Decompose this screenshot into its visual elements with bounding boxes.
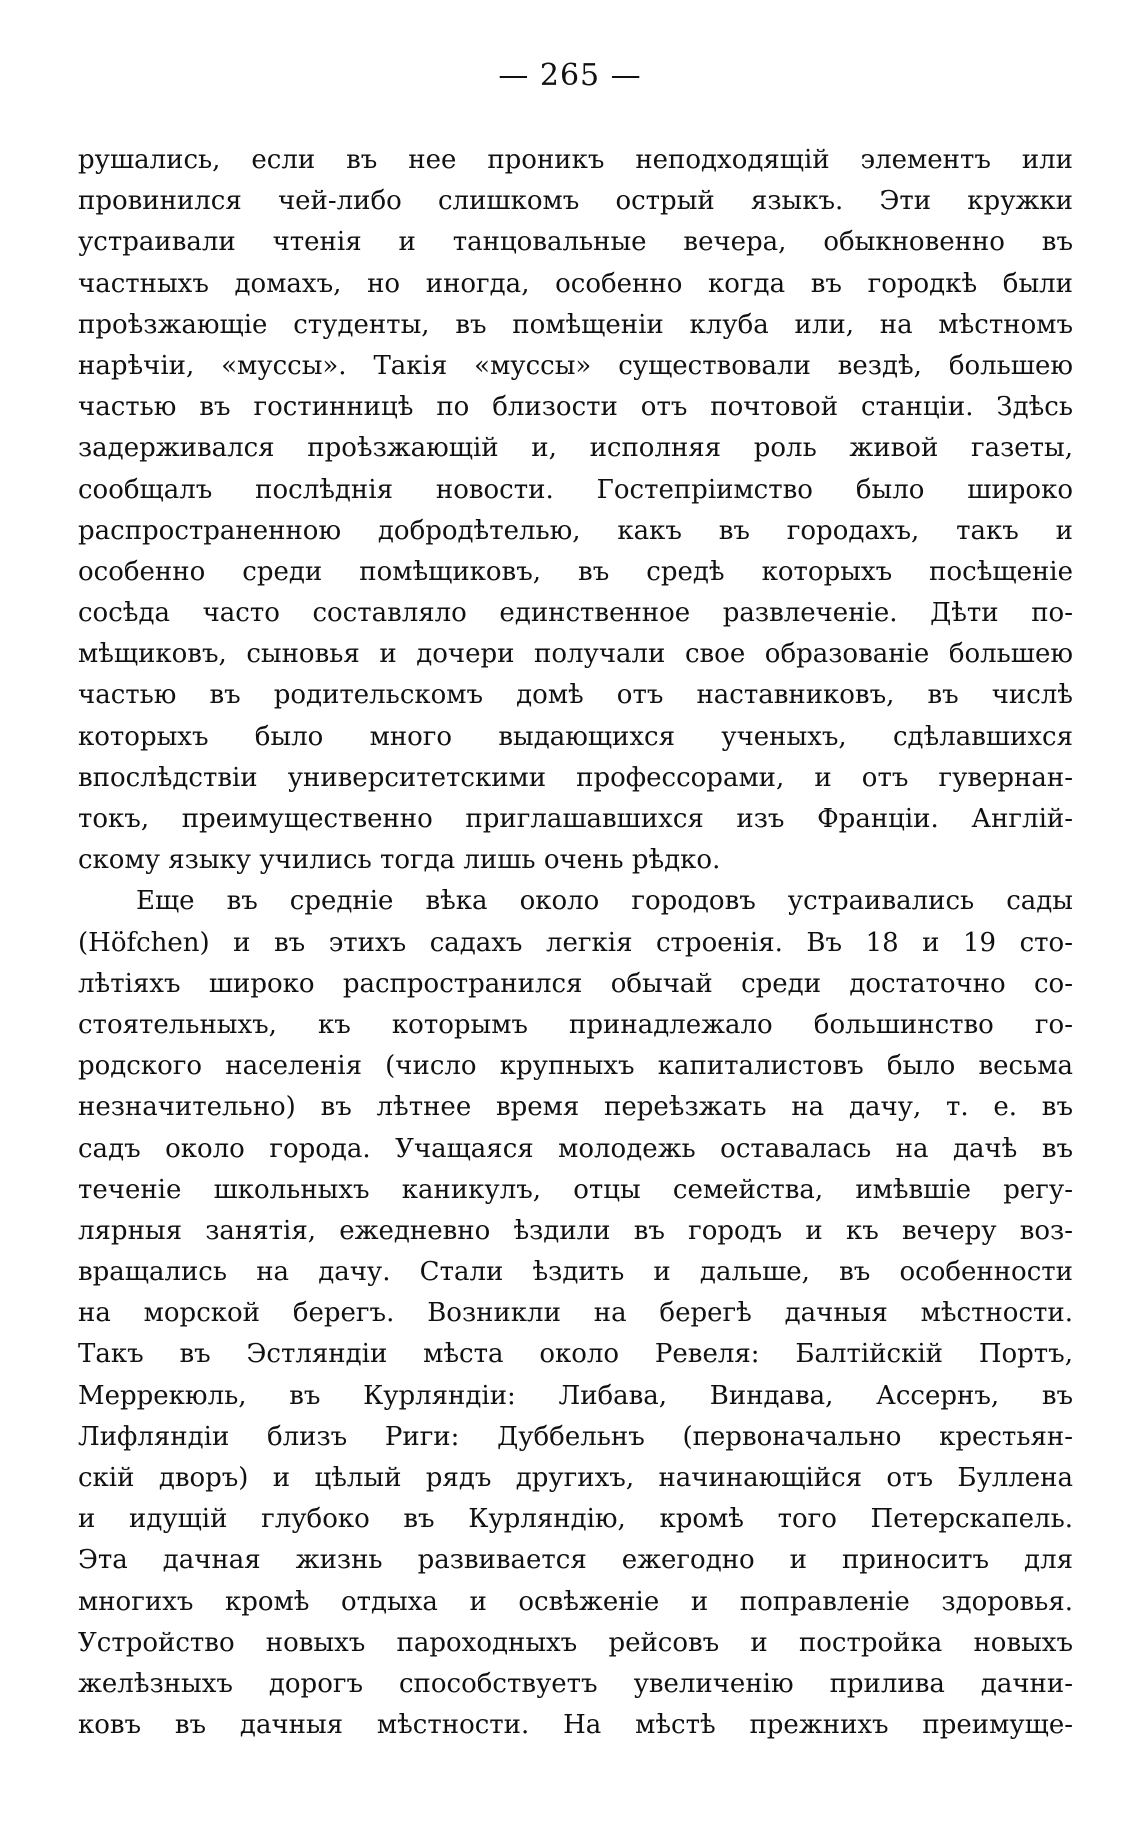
text-line: устраивали чтенія и танцовальные вечера, обыкновенно въ [78,227,1073,258]
text-line: скому языку учились тогда лишь очень рѣдко. [78,845,721,876]
text-line: задерживался проѣзжающій и, исполняя роль живой газеты, [78,433,1073,464]
text-line: (Höfchen) и въ этихъ садахъ легкія строенія. Въ 18 и 19 сто- [78,927,1073,958]
text-line: которыхъ было много выдающихся ученыхъ, сдѣлавшихся [78,721,1073,752]
text-line: Устройство новыхъ пароходныхъ рейсовъ и постройка новыхъ [78,1627,1073,1658]
text-line: ковъ въ дачныя мѣстности. На мѣстѣ прежнихъ преимуще- [78,1710,1073,1741]
text-line: распространенною добродѣтелью, какъ въ городахъ, такъ и [78,515,1073,546]
text-line: частью въ гостинницѣ по близости отъ почтовой станціи. Здѣсь [78,392,1073,423]
text-line: Меррекюль, въ Курляндіи: Либава, Виндава, Ассернъ, въ [78,1380,1073,1411]
text-line: теченіе школьныхъ каникулъ, отцы семейства, имѣвшіе регу- [78,1174,1073,1205]
text-line: провинился чей-либо слишкомъ острый языкъ. Эти кружки [78,186,1073,217]
text-line: Еще въ средніе вѣка около городовъ устраивались сады [136,886,1073,917]
text-line: токъ, преимущественно приглашавшихся изъ Франціи. Англій- [78,804,1073,834]
text-line: и идущій глубоко въ Курляндію, кромѣ того Петерскапель. [78,1504,1073,1535]
text-line: особенно среди помѣщиковъ, въ средѣ которыхъ посѣщеніе [78,556,1073,587]
text-line: лѣтіяхъ широко распространился обычай среди достаточно со- [78,968,1073,999]
text-line: Лифляндіи близъ Риги: Дуббельнъ (первоначально крестьян- [78,1421,1073,1452]
text-line: родского населенія (число крупныхъ капиталистовъ было весьма [78,1051,1073,1082]
body-text [78,140,1073,1746]
text-line: скій дворъ) и цѣлый рядъ другихъ, начинающійся отъ Буллена [78,1463,1073,1493]
text-line: стоятельныхъ, къ которымъ принадлежало большинство го- [78,1009,1073,1040]
page-number: — 265 — [498,58,642,93]
text-line: лярныя занятія, ежедневно ѣздили въ городъ и къ вечеру воз- [78,1215,1073,1246]
text-line: нарѣчіи, «муссы». Такія «муссы» существовали вездѣ, большею [78,350,1073,381]
text-line: незначительно) въ лѣтнее время переѣзжать на дачу, т. е. въ [78,1092,1073,1123]
text-line: Такъ въ Эстляндіи мѣста около Ревеля: Балтійскій Портъ, [78,1339,1073,1370]
text-line: рушались, если въ нее проникъ неподходящій элементъ или [78,145,1073,175]
text-line: сосѣда часто составляло единственное развлеченіе. Дѣти по- [78,598,1073,629]
text-line: впослѣдствіи университетскими профессорами, и отъ гувернан- [78,762,1073,793]
text-line: частью въ родительскомъ домѣ отъ наставниковъ, въ числѣ [78,680,1073,711]
text-line: мѣщиковъ, сыновья и дочери получали свое образованіе большею [78,639,1073,670]
text-line: вращались на дачу. Стали ѣздить и дальше, въ особенности [78,1257,1073,1288]
text-line: многихъ кромѣ отдыха и освѣженіе и поправленіе здоровья. [78,1586,1073,1617]
text-line: желѣзныхъ дорогъ способствуетъ увеличенію прилива дачни- [78,1668,1073,1699]
text-line: на морской берегъ. Возникли на берегѣ дачныя мѣстности. [78,1298,1073,1329]
text-line: проѣзжающіе студенты, въ помѣщеніи клуба или, на мѣстномъ [78,309,1073,340]
text-line: сообщалъ послѣднія новости. Гостепріимство было широко [78,474,1073,505]
text-line: частныхъ домахъ, но иногда, особенно когда въ городкѣ были [78,268,1073,299]
text-line: Эта дачная жизнь развивается ежегодно и приноситъ для [78,1545,1073,1576]
text-line: садъ около города. Учащаяся молодежь оставалась на дачѣ въ [78,1133,1073,1164]
